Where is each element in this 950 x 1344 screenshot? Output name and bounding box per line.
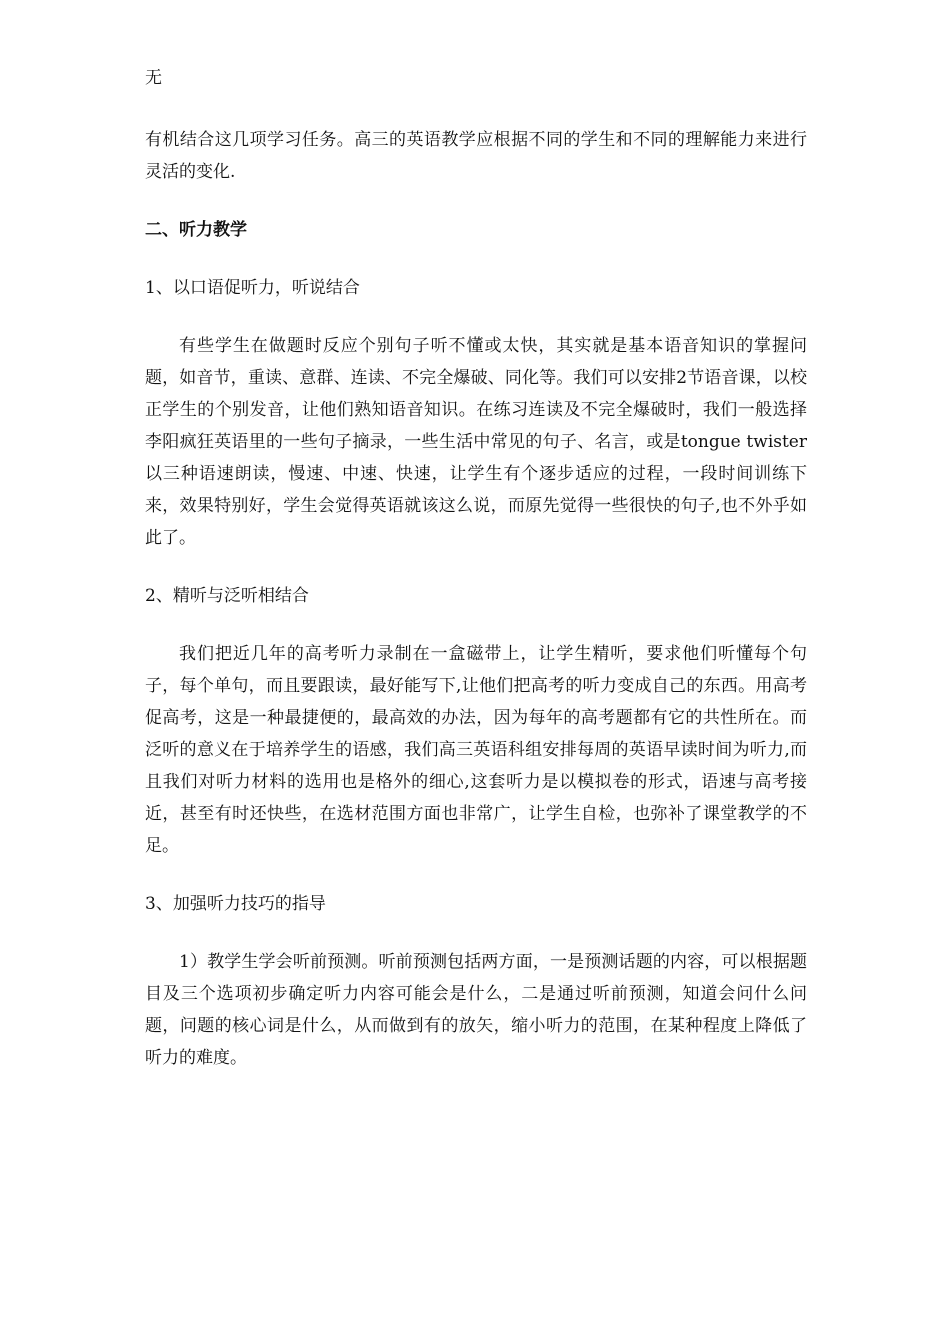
document-page	[145, 0, 807, 1344]
subsection-heading-2: 2、精听与泛听相结合	[145, 586, 309, 606]
subsection-heading-3: 3、加强听力技巧的指导	[145, 894, 326, 914]
page-header: 无	[145, 68, 162, 88]
paragraph-continuation: 有机结合这几项学习任务。高三的英语教学应根据不同的学生和不同的理解能力来进行灵活的变化.	[145, 130, 807, 182]
paragraph-speaking-listening: 有些学生在做题时反应个别句子听不懂或太快，其实就是基本语音知识的掌握问题，如音节，重读、意群、连读、不完全爆破、同化等。我们可以安排2节语音课，以校正学生的个别发音，让他们熟知语音知识。在练习连读及不完全爆破时，我们一般选择李阳疯狂英语里的一些句子摘录，一些生活中常见的句子、名言，或是tongue twister以三种语速朗读，慢速、中速、快速，让学生有个逐步适应的过程，一段时间训练下来，效果特别好，学生会觉得英语就该这么说，而原先觉得一些很快的句子,也不外乎如此了。	[145, 336, 807, 548]
document-body	[145, 124, 807, 1074]
paragraph-intensive-extensive: 我们把近几年的高考听力录制在一盒磁带上，让学生精听，要求他们听懂每个句子，每个单句，而且要跟读，最好能写下,让他们把高考的听力变成自己的东西。用高考促高考，这是一种最捷便的，最高效的办法，因为每年的高考题都有它的共性所在。而泛听的意义在于培养学生的语感，我们高三英语科组安排每周的英语早读时间为听力,而且我们对听力材料的选用也是格外的细心,这套听力是以模拟卷的形式，语速与高考接近，甚至有时还快些，在选材范围方面也非常广，让学生自检，也弥补了课堂教学的不足。	[145, 644, 807, 856]
section-heading: 二、听力教学	[145, 220, 247, 240]
subsection-heading-1: 1、以口语促听力，听说结合	[145, 278, 360, 298]
paragraph-prediction: 1）教学生学会听前预测。听前预测包括两方面，一是预测话题的内容，可以根据题目及三个选项初步确定听力内容可能会是什么，二是通过听前预测，知道会问什么问题，问题的核心词是什么，从而做到有的放矢，缩小听力的范围，在某种程度上降低了听力的难度。	[145, 952, 807, 1068]
